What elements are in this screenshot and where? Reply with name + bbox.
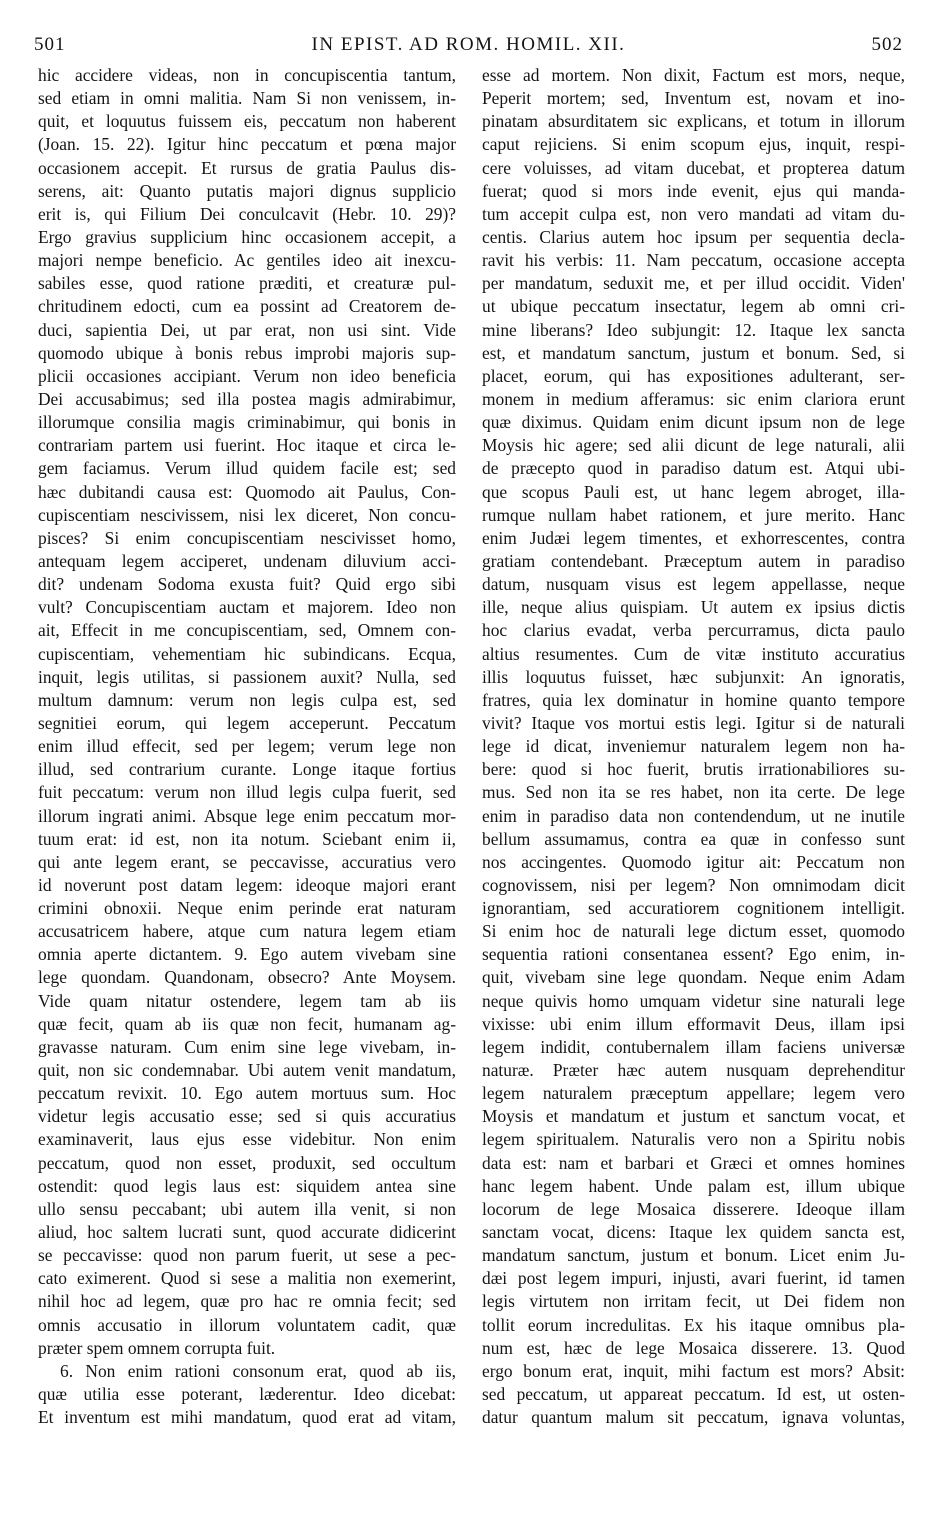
text-line: ille, neque alius quispiam. Ut autem ex ipsius dictis bbox=[482, 597, 905, 618]
text-line: Moysis et mandatum et justum et sanctum vocat, et bbox=[482, 1106, 905, 1127]
page-number-left: 501 bbox=[34, 34, 66, 55]
text-line: ut ubique peccatum insectatur, legem ab omni cri- bbox=[482, 296, 905, 317]
text-line: cupiscentiam nescivissem, nisi lex diceret, Non concu- bbox=[38, 504, 456, 525]
text-line: sabiles esse, quod ratione præditi, et creaturæ pul- bbox=[38, 273, 456, 294]
text-line: num est, hæc de lege Mosaica disserere. 13. Quod bbox=[482, 1337, 905, 1358]
text-line: 6. Non enim rationi consonum erat, quod ab iis, bbox=[60, 1360, 456, 1381]
text-line: duci, sapientia Dei, ut par erat, non usi sint. Vide bbox=[38, 319, 456, 340]
running-header bbox=[34, 34, 903, 58]
text-line: accusatricem habere, atque cum natura legem etiam bbox=[38, 921, 456, 942]
text-line: erit is, qui Filium Dei conculcavit (Hebr. 10. 29)? bbox=[38, 203, 456, 224]
text-line: plicii occasiones accipiant. Verum non ideo beneficia bbox=[38, 365, 456, 386]
text-line: occasionem accepit. Et rursus de gratia Paulus dis- bbox=[38, 157, 456, 178]
text-line: sequentia rationi consentanea essent? Ego enim, in- bbox=[482, 944, 905, 965]
text-line: caput rejiciens. Si enim scopum ejus, inquit, respi- bbox=[482, 134, 905, 155]
text-line: ignorantiam, sed accuratiorem cognitionem intelligit. bbox=[482, 898, 905, 919]
text-line: bere: quod si hoc fuerit, brutis irrationabiliores su- bbox=[482, 759, 905, 780]
text-line: Peperit mortem; sed, Inventum est, novam et ino- bbox=[482, 88, 905, 109]
text-line: hic accidere videas, non in concupiscentia tantum, bbox=[38, 65, 456, 85]
right-text-column bbox=[482, 64, 905, 1429]
text-line: gratiam contendebant. Præceptum autem in paradiso bbox=[482, 550, 905, 571]
text-line: videtur legis accusatio esse; sed si quis accuratius bbox=[38, 1106, 456, 1127]
text-line: enim illud effecit, sed per legem; verum lege non bbox=[38, 736, 456, 757]
text-line: Si enim hoc de naturali lege dictum esset, quomodo bbox=[482, 921, 905, 942]
text-line: naturæ. Præter hæc autem nusquam deprehenditur bbox=[482, 1060, 905, 1081]
text-line: sanctam vocat, dicens: Itaque lex quidem sancta est, bbox=[482, 1222, 905, 1243]
text-line: altius resumentes. Cum de vitæ instituto accuratius bbox=[482, 643, 905, 664]
text-line: vult? Concupiscentiam auctam et majorem. Ideo non bbox=[38, 597, 456, 618]
text-line: pisces? Si enim concupiscentiam nescivisset homo, bbox=[38, 527, 456, 548]
text-line: se peccavisse: quod non parum fuerit, ut sese a pec- bbox=[38, 1245, 456, 1266]
text-line: aliud, hoc saltem lucrati sunt, quod accurate didicerint bbox=[38, 1222, 456, 1243]
text-line: per mandatum, seduxit me, et per illud occidit. Viden' bbox=[482, 273, 905, 294]
text-line: enim Judæi legem timentes, et exhorrescentes, contra bbox=[482, 527, 905, 548]
text-line: fratres, quia lex dominatur in homine quanto tempore bbox=[482, 689, 905, 710]
text-line: illorum ingrati animi. Absque lege enim peccatum mor- bbox=[38, 805, 456, 826]
text-line: mandatum sanctum, justum et bonum. Licet enim Ju- bbox=[482, 1245, 905, 1266]
text-line: nos accingentes. Quomodo igitur ait: Peccatum non bbox=[482, 851, 905, 872]
text-line: ergo bonum erat, inquit, mihi factum est mors? Absit: bbox=[482, 1360, 905, 1381]
text-line: præter spem omnem corrupta fuit. bbox=[38, 1337, 276, 1358]
text-line: dæi post legem impuri, injusti, avari fuerint, id tamen bbox=[482, 1268, 905, 1289]
text-line: mine liberans? Ideo subjungit: 12. Itaque lex sancta bbox=[482, 319, 905, 340]
page-number-right: 502 bbox=[871, 34, 903, 55]
text-line: quæ fecit, quam ab iis quæ non fecit, humanam ag- bbox=[38, 1013, 456, 1034]
text-line: legem indidit, contubernalem illam faciens universæ bbox=[482, 1036, 905, 1057]
text-line: monem in medium afferamus: sic enim clariora erunt bbox=[482, 388, 905, 409]
text-line: tollit eorum incredulitas. Ex his itaque omnibus pla- bbox=[482, 1314, 905, 1335]
text-line: segnitiei eorum, qui legem acceperunt. Peccatum bbox=[38, 712, 456, 733]
left-text-column bbox=[38, 64, 456, 1429]
text-line: Ergo gravius supplicium hinc occasionem accepit, a bbox=[38, 226, 456, 247]
text-line: bellum assumamus, contra ea quæ in confesso sunt bbox=[482, 828, 905, 849]
text-line: datum, nusquam visus est legem appellasse, neque bbox=[482, 574, 905, 595]
text-line: tuum erat: id est, non ita notum. Sciebant enim ii, bbox=[38, 828, 456, 849]
text-line: vixisse: ubi enim illum efformavit Deus, illam ipsi bbox=[482, 1013, 905, 1034]
text-line: cato eximerent. Quod si sese a malitia non exemerint, bbox=[38, 1268, 456, 1289]
text-line: contrariam partem usi fuerint. Hoc itaque et circa le- bbox=[38, 435, 456, 456]
text-line: examinaverit, laus ejus esse videbitur. Non enim bbox=[38, 1129, 456, 1150]
text-line: quit, non sic condemnabar. Ubi autem venit mandatum, bbox=[38, 1060, 456, 1081]
text-line: est, et mandatum sanctum, justum et bonum. Sed, si bbox=[482, 342, 905, 363]
text-line: data est: nam et barbari et Græci et omnes homines bbox=[482, 1152, 905, 1173]
text-line: legis virtutem non irritam fecit, ut Dei fidem non bbox=[482, 1291, 905, 1312]
text-line: legem naturalem præceptum appellare; legem vero bbox=[482, 1083, 905, 1104]
text-line: pinatam absurditatem sic explicans, et totum in illorum bbox=[482, 111, 905, 132]
text-line: peccatum, quod non esset, produxit, sed occultum bbox=[38, 1152, 456, 1173]
text-line: gem faciamus. Verum illud quidem facile est; sed bbox=[38, 458, 456, 479]
text-line: multum damnum: verum non legis culpa est, sed bbox=[38, 689, 456, 710]
text-line: esse ad mortem. Non dixit, Factum est mors, neque, bbox=[482, 65, 905, 85]
text-line: gravasse naturam. Cum enim sine lege vivebam, in- bbox=[38, 1036, 456, 1057]
text-line: Moysis hic agere; sed alii dicunt de lege naturali, alii bbox=[482, 435, 905, 456]
text-line: inquit, legis utilitas, si passionem auxit? Nulla, sed bbox=[38, 666, 456, 687]
text-line: datur quantum malum sit peccatum, ignava voluntas, bbox=[482, 1407, 905, 1428]
text-line: majori nempe beneficio. Ac gentiles ideo ait inexcu- bbox=[38, 250, 456, 271]
text-line: legem spiritualem. Naturalis vero non a Spiritu nobis bbox=[482, 1129, 905, 1150]
text-line: rumque nullam habet rationem, et jure merito. Hanc bbox=[482, 504, 905, 525]
text-line: chritudinem edocti, cum ea possint ad Creatorem de- bbox=[38, 296, 456, 317]
text-line: placet, eorum, qui has expositiones adulterant, ser- bbox=[482, 365, 905, 386]
text-line: serens, ait: Quanto putatis majori dignus supplicio bbox=[38, 180, 456, 201]
text-line: omnia aperte dictantem. 9. Ego autem vivebam sine bbox=[38, 944, 456, 965]
text-line: ait, Effecit in me concupiscentiam, sed, Omnem con- bbox=[38, 620, 456, 641]
text-line: vivit? Itaque vos mortui estis legi. Igitur si de naturali bbox=[482, 712, 905, 733]
text-line: illis loquutus fuisset, hæc subjunxit: An ignoratis, bbox=[482, 666, 905, 687]
text-line: quomodo ubique à bonis rebus improbi majoris sup- bbox=[38, 342, 456, 363]
text-line: quit, et loquutus fuissem eis, peccatum non haberent bbox=[38, 111, 456, 132]
text-line: mus. Sed non ita se res habet, non ita certe. De lege bbox=[482, 782, 905, 803]
text-line: fuit peccatum: verum non illud legis culpa fuerit, sed bbox=[38, 782, 456, 803]
text-line: de præcepto quod in paradiso datum est. Atqui ubi- bbox=[482, 458, 905, 479]
text-line: qui ante legem erant, se peccavisse, accuratius vero bbox=[38, 851, 456, 872]
text-line: peccatum revixit. 10. Ego autem mortuus sum. Hoc bbox=[38, 1083, 456, 1104]
text-line: hanc legem habent. Unde palam est, illum ubique bbox=[482, 1175, 905, 1196]
text-line: ostendit: quod legis laus est: siquidem antea sine bbox=[38, 1175, 456, 1196]
text-line: Dei accusabimus; sed illa postea magis admirabimur, bbox=[38, 388, 456, 409]
text-line: tum accepit culpa est, non vero mandati ad vitam du- bbox=[482, 203, 905, 224]
text-line: quit, vivebam sine lege quondam. Neque enim Adam bbox=[482, 967, 905, 988]
text-line: id noverunt post datam legem: ideoque majori erant bbox=[38, 874, 456, 895]
text-line: locorum de lege Mosaica disserere. Ideoque illam bbox=[482, 1198, 905, 1219]
text-line: Vide quam nitatur ostendere, legem tam ab iis bbox=[38, 990, 456, 1011]
text-line: crimini obnoxii. Neque enim perinde erat naturam bbox=[38, 898, 456, 919]
text-line: ravit his verbis: 11. Nam peccatum, occasione accepta bbox=[482, 250, 905, 271]
text-line: hæc dubitandi causa est: Quomodo ait Paulus, Con- bbox=[38, 481, 456, 502]
text-line: fuerat; quod si mors inde evenit, ejus qui manda- bbox=[482, 180, 905, 201]
text-line: cognovissem, nisi per legem? Non omnimodam dicit bbox=[482, 874, 905, 895]
text-line: cupiscentiam, vehementiam hic subindicans. Ecqua, bbox=[38, 643, 456, 664]
text-line: omnis accusatio in illorum voluntatem cadit, quæ bbox=[38, 1314, 456, 1335]
text-line: hoc clarius evadat, verba percurramus, dicta paulo bbox=[482, 620, 905, 641]
text-line: neque quivis homo umquam videtur sine naturali lege bbox=[482, 990, 905, 1011]
text-line: sed peccatum, ut appareat peccatum. Id est, ut osten- bbox=[482, 1384, 905, 1405]
text-line: quæ diximus. Quidam enim dicunt ipsum non de lege bbox=[482, 412, 905, 433]
text-line: Et inventum est mihi mandatum, quod erat ad vitam, bbox=[38, 1407, 456, 1428]
text-line: quæ utilia esse poterant, læderentur. Ideo dicebat: bbox=[38, 1384, 456, 1405]
running-title: IN EPIST. AD ROM. HOMIL. XII. bbox=[311, 34, 626, 55]
text-line: sed etiam in omni malitia. Nam Si non venissem, in- bbox=[38, 88, 456, 109]
text-line: centis. Clarius autem hoc ipsum per sequentia decla- bbox=[482, 226, 905, 247]
text-line: enim in paradiso data non contendendum, ut ne inutile bbox=[482, 805, 905, 826]
text-line: cere voluisses, ad vitam ducebat, et propterea datum bbox=[482, 157, 905, 178]
text-line: ullo sensu peccabant; ubi autem illa venit, si non bbox=[38, 1198, 456, 1219]
text-line: nihil hoc ad legem, quæ pro hac re omnia fecit; sed bbox=[38, 1291, 456, 1312]
text-line: illud, sed contrarium curante. Longe itaque fortius bbox=[38, 759, 456, 780]
text-line: lege id dicat, inveniemur naturalem legem non ha- bbox=[482, 736, 905, 757]
text-line: (Joan. 15. 22). Igitur hinc peccatum et pœna major bbox=[38, 134, 456, 155]
text-line: illorumque consilia magis criminabimur, qui bonis in bbox=[38, 412, 456, 433]
text-line: lege quondam. Quandonam, obsecro? Ante Moysem. bbox=[38, 967, 456, 988]
text-line: antequam legem acciperet, undenam diluvium acci- bbox=[38, 550, 456, 571]
text-line: dit? undenam Sodoma exusta fuit? Quid ergo sibi bbox=[38, 574, 456, 595]
text-line: que scopus Pauli est, ut hanc legem abroget, illa- bbox=[482, 481, 905, 502]
